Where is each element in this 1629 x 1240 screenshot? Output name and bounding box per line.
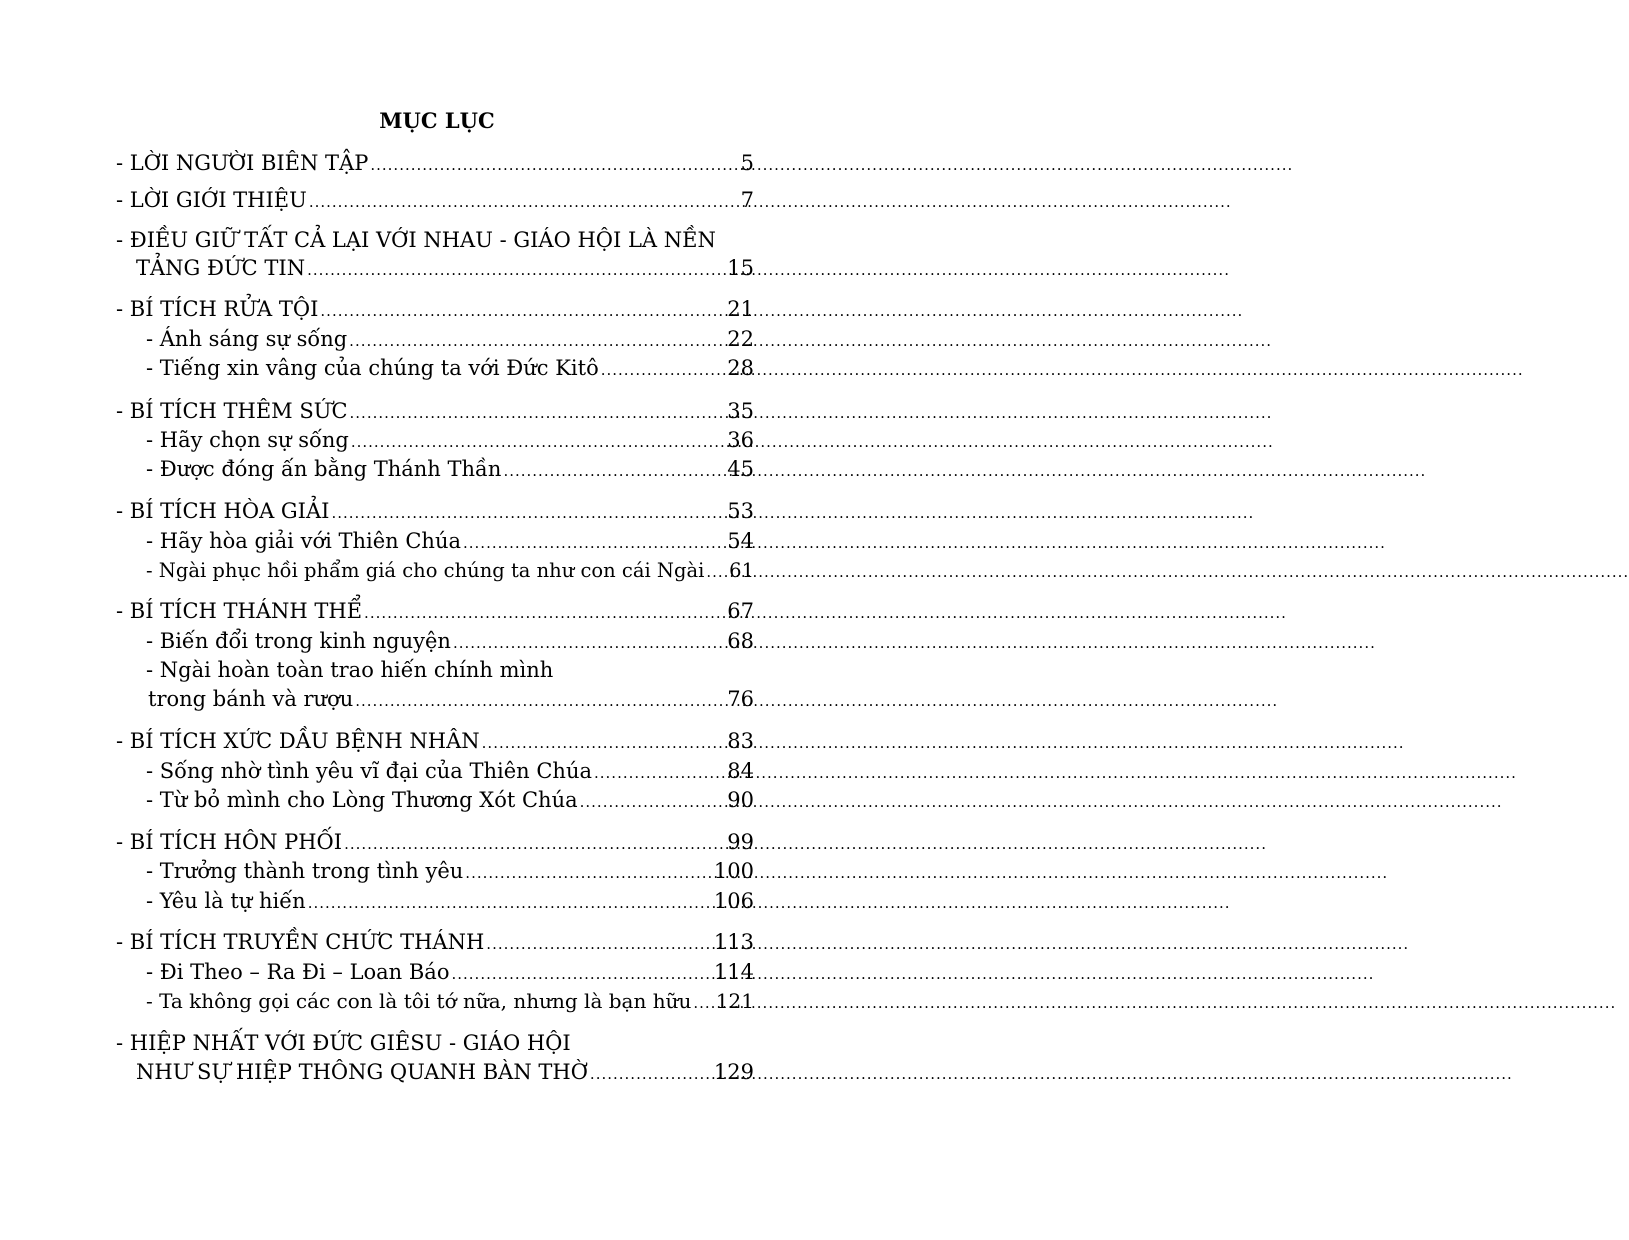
- toc-entry-label: - Được đóng ấn bằng Thánh Thần: [146, 457, 502, 481]
- toc-entry-page: 45: [727, 457, 754, 481]
- toc-entry: [116, 294, 754, 326]
- toc-entry: [146, 526, 754, 558]
- toc-entry: [116, 396, 754, 428]
- toc-entry-label: - BÍ TÍCH HÒA GIẢI: [116, 499, 330, 523]
- toc-entry: [116, 148, 754, 180]
- toc-entry: [116, 596, 754, 628]
- toc-entry-label: - Tiếng xin vâng của chúng ta với Đức Kitô: [146, 356, 599, 380]
- toc-entry: [116, 827, 754, 859]
- toc-entry-page: 83: [727, 729, 754, 753]
- toc-entry-label: - BÍ TÍCH TRUYỀN CHỨC THÁNH: [116, 930, 485, 954]
- leader-dots: [355, 686, 725, 716]
- toc-entry: [146, 425, 754, 457]
- toc-entry-page: 84: [727, 759, 754, 783]
- leader-dots: [370, 150, 738, 180]
- toc-entry-page: 68: [727, 629, 754, 653]
- toc-entry: [146, 626, 754, 658]
- leader-dots: [351, 427, 725, 457]
- toc-entry: [146, 353, 754, 385]
- toc-entry: [146, 957, 754, 989]
- leader-dots: [580, 787, 726, 817]
- leader-dots: [482, 728, 726, 758]
- toc-title: MỤC LỤC: [379, 108, 495, 133]
- toc-entry-label: trong bánh và rượu: [148, 687, 354, 711]
- toc-entry-label: - LỜI NGƯỜI BIÊN TẬP: [116, 151, 369, 175]
- leader-dots: [307, 255, 725, 285]
- toc-entry-page: 90: [727, 788, 754, 812]
- leader-dots: [344, 829, 725, 859]
- toc-entry-page: 35: [727, 399, 754, 423]
- toc-entry-page: 21: [727, 297, 754, 321]
- toc-entry-label: - Ánh sáng sự sống: [146, 327, 348, 351]
- toc-entry-label: - BÍ TÍCH RỬA TỘI: [116, 297, 319, 321]
- leader-dots: [463, 528, 725, 558]
- toc-entry: [136, 1057, 754, 1089]
- toc-entry: [146, 556, 754, 587]
- leader-dots: [503, 456, 725, 486]
- toc-entry: [116, 496, 754, 528]
- leader-dots: [364, 598, 725, 628]
- leader-dots: [309, 187, 739, 217]
- toc-entry-page: 114: [713, 960, 754, 984]
- leader-dots: [349, 326, 725, 356]
- toc-entry-label: - BÍ TÍCH THÊM SỨC: [116, 399, 348, 423]
- leader-dots: [693, 988, 713, 1018]
- toc-entry-page: 36: [727, 428, 754, 452]
- toc-entry-label: - Ta không gọi các con là tôi tớ nữa, nhưng là bạn hữu: [146, 989, 692, 1013]
- toc-entry-page: 99: [727, 830, 754, 854]
- toc-entry: [136, 253, 754, 285]
- toc-entry-label: - Từ bỏ mình cho Lòng Thương Xót Chúa: [146, 788, 578, 812]
- toc-entry-label-line1: - Ngài hoàn toàn trao hiến chính mình: [146, 658, 554, 682]
- leader-dots: [706, 557, 727, 587]
- leader-dots: [601, 355, 726, 385]
- toc-entry-page: 121: [715, 989, 754, 1013]
- toc-entry-label: - BÍ TÍCH XỨC DẦU BỆNH NHÂN: [116, 729, 480, 753]
- toc-entry-page: 113: [713, 930, 754, 954]
- toc-entry: [146, 454, 754, 486]
- leader-dots: [453, 628, 725, 658]
- leader-dots: [331, 498, 725, 528]
- toc-entry-page: 129: [713, 1060, 754, 1084]
- toc-entry: [146, 785, 754, 817]
- toc-entry-label-line1: - ĐIỀU GIỮ TẤT CẢ LẠI VỚI NHAU - GIÁO HỘI LÀ NỀN: [116, 228, 716, 252]
- leader-dots: [320, 296, 725, 326]
- toc-entry: [116, 927, 754, 959]
- toc-entry-label: - Đi Theo – Ra Đi – Loan Báo: [146, 960, 450, 984]
- toc-entry: [146, 756, 754, 788]
- toc-entry-page: 61: [729, 559, 754, 582]
- toc-entry-label: - Hãy hòa giải với Thiên Chúa: [146, 529, 461, 553]
- toc-entry-page: 100: [713, 859, 754, 883]
- leader-dots: [308, 888, 712, 918]
- toc-entry: [116, 185, 754, 217]
- toc-entry-page: 76: [727, 687, 754, 711]
- toc-entry-page: 67: [727, 599, 754, 623]
- toc-entry-label: TẢNG ĐỨC TIN: [136, 256, 306, 280]
- toc-entry-page: 7: [740, 188, 754, 212]
- toc-entry: [146, 986, 754, 1018]
- toc-entry-label: - Yêu là tự hiến: [146, 889, 306, 913]
- toc-entry-label: - Biến đổi trong kinh nguyện: [146, 629, 451, 653]
- toc-entry-label: - Ngài phục hồi phẩm giá cho chúng ta như con cái Ngài: [146, 559, 705, 582]
- toc-entry-label: - BÍ TÍCH HÔN PHỐI: [116, 830, 343, 854]
- toc-entry-page: 15: [727, 256, 754, 280]
- toc-entry: [148, 684, 754, 716]
- toc-entry-page: 106: [713, 889, 754, 913]
- toc-entry-label: - Hãy chọn sự sống: [146, 428, 349, 452]
- leader-dots: [486, 929, 712, 959]
- leader-dots: [465, 858, 712, 888]
- leader-dots: [451, 959, 711, 989]
- toc-entry: [146, 886, 754, 918]
- toc-entry: [146, 856, 754, 888]
- toc-entry-label: NHƯ SỰ HIỆP THÔNG QUANH BÀN THỜ: [136, 1060, 588, 1084]
- toc-entry-label: - LỜI GIỚI THIỆU: [116, 188, 307, 212]
- toc-entry-label-line1: - HIỆP NHẤT VỚI ĐỨC GIÊSU - GIÁO HỘI: [116, 1031, 571, 1055]
- toc-entry-page: 28: [727, 356, 754, 380]
- toc-entry: [116, 726, 754, 758]
- toc-entry-page: 53: [727, 499, 754, 523]
- toc-entry-label: - BÍ TÍCH THÁNH THỂ: [116, 599, 363, 623]
- leader-dots: [590, 1059, 712, 1089]
- toc-entry-page: 54: [727, 529, 754, 553]
- toc-entry-page: 5: [740, 151, 754, 175]
- toc-entry-label: - Trưởng thành trong tình yêu: [146, 859, 464, 883]
- toc-entry: [146, 324, 754, 356]
- leader-dots: [350, 398, 726, 428]
- toc-entry-label: - Sống nhờ tình yêu vĩ đại của Thiên Chúa: [146, 759, 592, 783]
- leader-dots: [594, 758, 725, 788]
- toc-entry-page: 22: [727, 327, 754, 351]
